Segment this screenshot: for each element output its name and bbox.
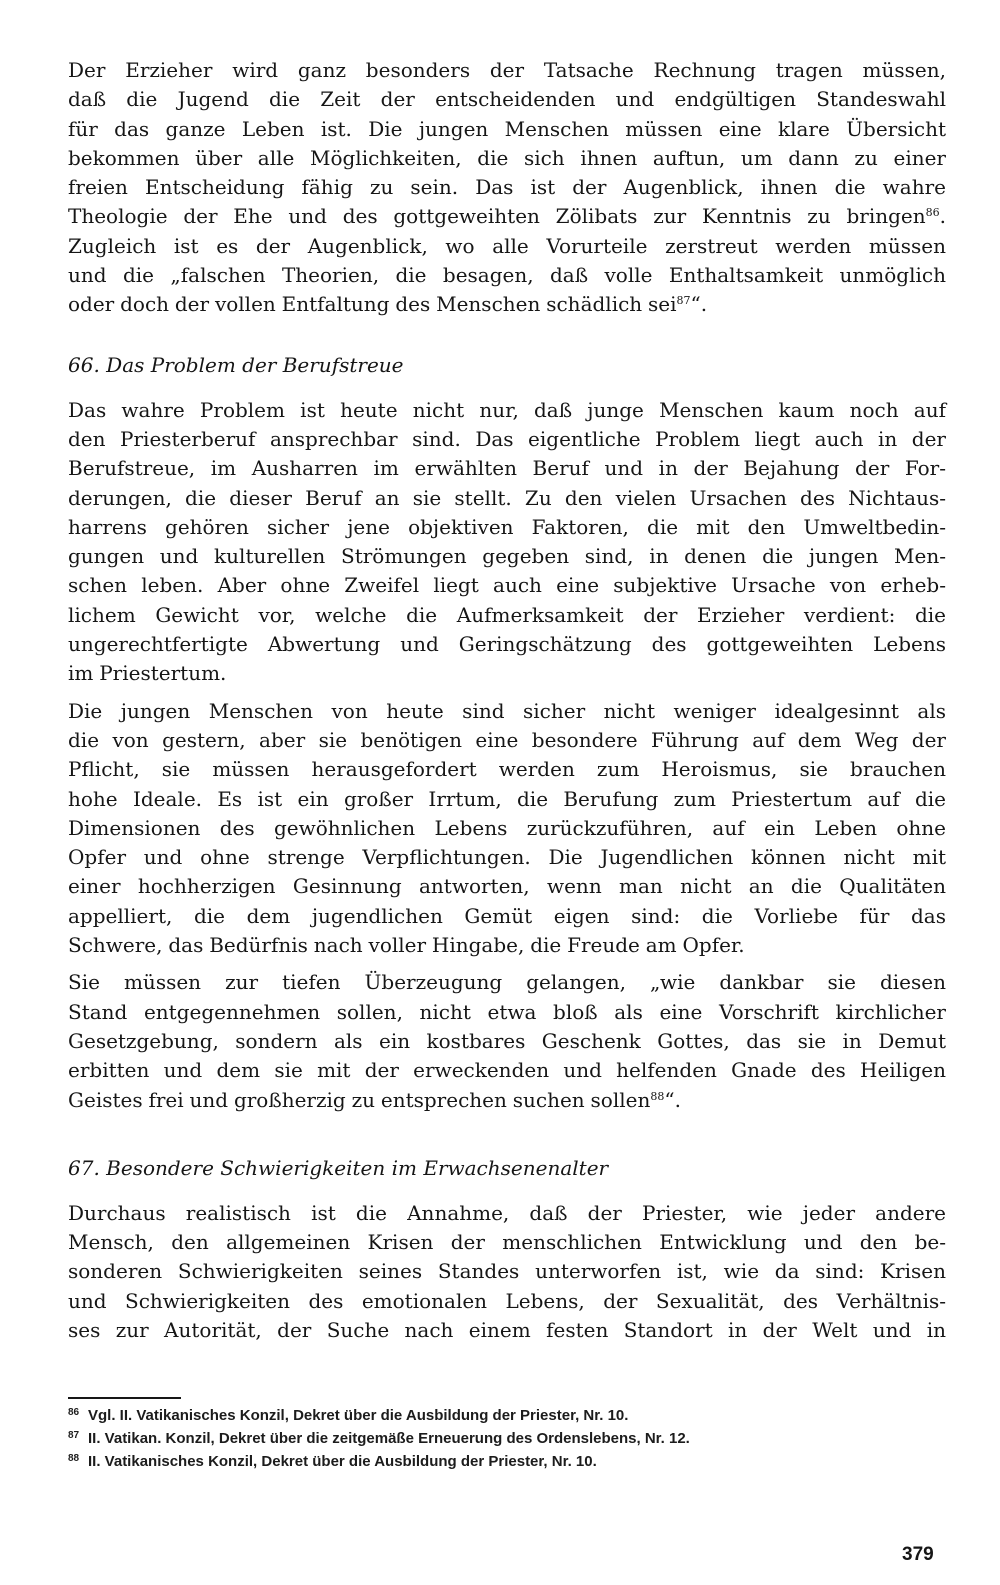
intro-paragraph <box>68 56 946 320</box>
text-line: erbitten und dem sie mit der erweckenden und helfenden Gnade des Heiligen <box>68 1058 946 1083</box>
text-line: den Priesterberuf ansprechbar sind. Das eigentliche Problem liegt auch in der <box>68 426 946 451</box>
text-line: appelliert, die dem jugendlichen Gemüt eigen sind: die Vorliebe für das <box>68 903 946 928</box>
footnote-ref-88[interactable]: 88 <box>650 1089 665 1103</box>
text-line-with-ref <box>68 290 946 319</box>
footnote-text: II. Vatikan. Konzil, Dekret über die zeitgemäße Erneuerung des Ordenslebens, Nr. 12. <box>88 1430 690 1447</box>
text-line: hohe Ideale. Es ist ein großer Irrtum, die Berufung zum Priestertum auf die <box>68 786 946 811</box>
text-line: für das ganze Leben ist. Die jungen Menschen müssen eine klare Übersicht <box>68 116 946 141</box>
footnote: 88 II. Vatikanisches Konzil, Dekret über die Ausbildung der Priester, Nr. 10. <box>68 1453 597 1470</box>
text-line: Zugleich ist es der Augenblick, wo alle Vorurteile zerstreut werden müssen <box>68 233 946 258</box>
text-line: harrens gehören sicher jene objektiven Faktoren, die mit den Umweltbedin- <box>68 514 946 539</box>
text-line: die von gestern, aber sie benötigen eine besondere Führung auf dem Weg der <box>68 727 946 752</box>
text-line: schen leben. Aber ohne Zweifel liegt auch eine subjektive Ursache von erheb- <box>68 573 946 598</box>
footnote-ref-86[interactable]: 86 <box>925 206 940 220</box>
section-heading-66: 66. Das Problem der Berufstreue <box>68 352 404 377</box>
text-line: ungerechtfertigte Abwertung und Geringschätzung des gottgeweihten Lebens <box>68 632 946 657</box>
text-line: Dimensionen des gewöhnlichen Lebens zurückzuführen, auf ein Leben ohne <box>68 815 946 840</box>
page-body <box>68 56 946 1345</box>
section67-paragraph-1 <box>68 1199 946 1345</box>
text-line: im Priestertum. <box>68 661 227 686</box>
text-line-with-ref <box>68 202 946 231</box>
text-line: Pflicht, sie müssen herausgefordert werden zum Heroismus, sie brauchen <box>68 757 946 782</box>
text-line: Der Erzieher wird ganz besonders der Tatsache Rechnung tragen müssen, <box>68 58 946 82</box>
text-line: einer hochherzigen Gesinnung antworten, wenn man nicht an die Qualitäten <box>68 874 946 899</box>
footnote-text: II. Vatikanisches Konzil, Dekret über die Ausbildung der Priester, Nr. 10. <box>88 1453 597 1470</box>
text-line: Stand entgegennehmen sollen, nicht etwa bloß als eine Vorschrift kirchlicher <box>68 999 946 1024</box>
text-line: Schwere, das Bedürfnis nach voller Hingabe, die Freude am Opfer. <box>68 933 745 958</box>
line-end: “. <box>690 292 708 317</box>
line-end: “. <box>664 1087 681 1112</box>
text-line: Opfer und ohne strenge Verpflichtungen. Die Jugendlichen können nicht mit <box>68 845 946 870</box>
footnote-ref-87[interactable]: 87 <box>676 294 691 308</box>
line-text: oder doch der vollen Entfaltung des Menschen schädlich sei <box>68 292 677 317</box>
footnote-divider <box>68 1397 181 1399</box>
text-line: Berufstreue, im Ausharren im erwählten Beruf und in der Bejahung der For- <box>68 456 946 481</box>
text-line: gungen und kulturellen Strömungen gegeben sind, in denen die jungen Men- <box>68 544 946 569</box>
text-line: Mensch, den allgemeinen Krisen der menschlichen Entwicklung und den be- <box>68 1230 946 1255</box>
text-line: Das wahre Problem ist heute nicht nur, daß junge Menschen kaum noch auf <box>68 397 946 422</box>
text-line: Die jungen Menschen von heute sind sicher nicht weniger idealgesinnt als <box>68 698 946 723</box>
text-line: bekommen über alle Möglichkeiten, die sich ihnen auftun, um dann zu einer <box>68 145 946 170</box>
text-line: ses zur Autorität, der Suche nach einem festen Standort in der Welt und in <box>68 1317 946 1342</box>
text-line: Sie müssen zur tiefen Überzeugung gelangen, „wie dankbar sie diesen <box>68 970 946 995</box>
text-line: Gesetzgebung, sondern als ein kostbares Geschenk Gottes, das sie in Demut <box>68 1028 946 1053</box>
footnote-text: Vgl. II. Vatikanisches Konzil, Dekret über die Ausbildung der Priester, Nr. 10. <box>88 1407 629 1424</box>
footnote: 87 II. Vatikan. Konzil, Dekret über die zeitgemäße Erneuerung des Ordenslebens, Nr. 12. <box>68 1430 690 1447</box>
text-line: sonderen Schwierigkeiten seines Standes unterworfen ist, wie da sind: Krisen <box>68 1259 946 1284</box>
text-line-with-ref <box>68 1086 946 1115</box>
text-line: und Schwierigkeiten des emotionalen Lebens, der Sexualität, des Verhältnis- <box>68 1288 946 1313</box>
line-end: . <box>939 204 946 229</box>
line-text: Theologie der Ehe und des gottgeweihten Zölibats zur Kenntnis zu bringen <box>68 204 926 229</box>
section66-paragraph-2 <box>68 697 946 961</box>
text-line: und die „falschen Theorien, die besagen, daß volle Enthaltsamkeit unmöglich <box>68 263 946 288</box>
section66-paragraph-1 <box>68 396 946 689</box>
text-line: daß die Jugend die Zeit der entscheidenden und endgültigen Standeswahl <box>68 87 946 112</box>
text-line: Durchaus realistisch ist die Annahme, daß der Priester, wie jeder andere <box>68 1200 946 1225</box>
footnotes <box>68 1404 946 1473</box>
text-line: freien Entscheidung fähig zu sein. Das ist der Augenblick, ihnen die wahre <box>68 175 946 200</box>
page-number: 379 <box>902 1544 934 1565</box>
footnote: 86 Vgl. II. Vatikanisches Konzil, Dekret über die Ausbildung der Priester, Nr. 10. <box>68 1407 629 1424</box>
line-text: Geistes frei und großherzig zu entsprechen suchen sollen <box>68 1087 651 1112</box>
section66-paragraph-3 <box>68 968 946 1114</box>
text-line: lichem Gewicht vor, welche die Aufmerksamkeit der Erzieher verdient: die <box>68 602 946 627</box>
section-heading-67: 67. Besondere Schwierigkeiten im Erwachsenenalter <box>68 1155 609 1180</box>
text-line: derungen, die dieser Beruf an sie stellt. Zu den vielen Ursachen des Nichtaus- <box>68 485 946 510</box>
